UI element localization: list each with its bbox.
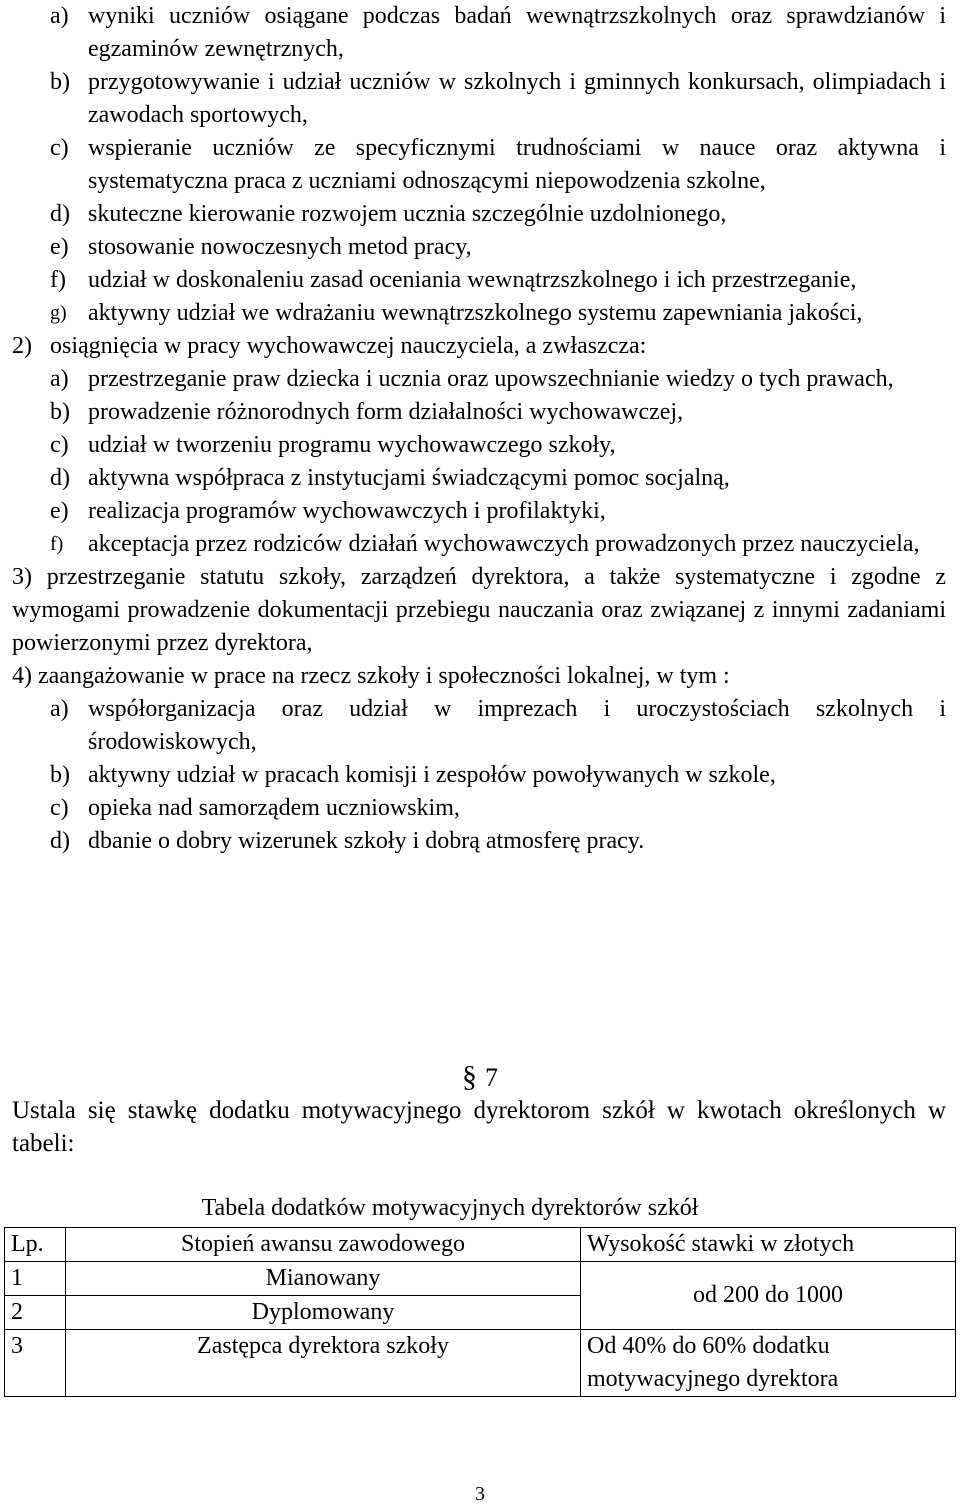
list-item <box>0 231 960 264</box>
cell-stopien: Dyplomowany <box>66 1296 581 1330</box>
cell-lp: 2 <box>5 1296 66 1330</box>
list-item-label: c) <box>50 795 69 821</box>
list-item <box>0 792 960 825</box>
header-stopien: Stopień awansu zawodowego <box>66 1228 581 1262</box>
section-heading <box>0 1060 960 1094</box>
list-item-main-text: przestrzeganie statutu szkoły, zarządzeń dyrektora, a także systematyczne i zgodne z wymogami prowadzenie dokumentacji przebiegu nauczania oraz związanej z innymi zadaniami powierzonymi przez dyrektora, <box>12 564 947 656</box>
list-item <box>0 132 960 198</box>
list-item <box>0 198 960 231</box>
header-lp: Lp. <box>5 1228 66 1262</box>
table-row <box>5 1330 956 1397</box>
list-item-text: wspieranie uczniów ze specyficznymi trudnościami w nauce oraz aktywna i systematyczna praca z uczniami odnoszącymi niepowodzenia szkolne, <box>88 135 946 194</box>
list-item-text: przestrzeganie praw dziecka i ucznia oraz upowszechnianie wiedzy o tych prawach, <box>88 366 894 392</box>
list-item-label: c) <box>50 432 69 458</box>
table-row <box>5 1262 956 1296</box>
list-item-main <box>0 561 960 660</box>
list-item <box>0 66 960 132</box>
section-sign: § <box>462 1060 477 1093</box>
list-item-text: dbanie o dobry wizerunek szkoły i dobrą atmosferę pracy. <box>88 828 645 854</box>
list-item <box>0 759 960 792</box>
list-item-text: opieka nad samorządem uczniowskim, <box>88 795 460 821</box>
header-stawka: Wysokość stawki w złotych <box>581 1228 956 1262</box>
list-item <box>0 528 960 561</box>
page-number: 3 <box>475 1483 485 1505</box>
list-item-main-label: 2) <box>12 333 32 359</box>
list-item-label: f) <box>50 533 64 555</box>
list-item-label: a) <box>50 696 69 722</box>
allowance-table <box>4 1227 956 1397</box>
list-item-text: współorganizacja oraz udział w imprezach i uroczystościach szkolnych i środowiskowych, <box>88 696 946 755</box>
cell-stopien: Zastępca dyrektora szkoły <box>66 1330 581 1397</box>
cell-stawka: Od 40% do 60% dodatku motywacyjnego dyrektora <box>581 1330 956 1397</box>
list-item <box>0 429 960 462</box>
list-item <box>0 693 960 759</box>
cell-lp: 3 <box>5 1330 66 1397</box>
list-item-label: e) <box>50 234 69 260</box>
list-item-main <box>0 330 960 363</box>
table-header-row <box>5 1228 956 1262</box>
table-caption: Tabela dodatków motywacyjnych dyrektorów szkół <box>201 1195 699 1221</box>
section-number: 7 <box>485 1063 498 1092</box>
list-item-main-label: 4) <box>12 663 32 689</box>
list-item-label: b) <box>50 762 70 788</box>
list-item <box>0 825 960 858</box>
section-intro-paragraph: Ustala się stawkę dodatku motywacyjnego dyrektorom szkół w kwotach określonych w tabeli: <box>12 1097 946 1157</box>
list-item <box>0 0 960 66</box>
list-item-label: d) <box>50 465 70 491</box>
list-item-main-text: zaangażowanie w prace na rzecz szkoły i społeczności lokalnej, w tym : <box>38 663 730 689</box>
list-item-text: udział w tworzeniu programu wychowawczego szkoły, <box>88 432 616 458</box>
list-item-label: a) <box>50 366 69 392</box>
list-item-text: akceptacja przez rodziców działań wychowawczych prowadzonych przez nauczyciela, <box>88 531 920 557</box>
list-item-label: b) <box>50 399 70 425</box>
list-item-label: a) <box>50 3 69 29</box>
list-item-label: c) <box>50 135 69 161</box>
list-item <box>0 495 960 528</box>
list-item <box>0 264 960 297</box>
list-item-text: wyniki uczniów osiągane podczas badań wewnątrzszkolnych oraz sprawdzianów i egzaminów zewnętrznych, <box>88 3 946 62</box>
list-item-text: prowadzenie różnorodnych form działalności wychowawczej, <box>88 399 684 425</box>
cell-lp: 1 <box>5 1262 66 1296</box>
list-item-text: aktywna współpraca z instytucjami świadczącymi pomoc socjalną, <box>88 465 730 491</box>
list-item-main-text: osiągnięcia w pracy wychowawczej nauczyciela, a zwłaszcza: <box>50 333 647 359</box>
list-item-text: aktywny udział w pracach komisji i zespołów powoływanych w szkole, <box>88 762 776 788</box>
list-item <box>0 462 960 495</box>
list-item-text: przygotowywanie i udział uczniów w szkolnych i gminnych konkursach, olimpiadach i zawodach sportowych, <box>88 69 946 128</box>
list-item-label: e) <box>50 498 69 524</box>
list-item-text: aktywny udział we wdrażaniu wewnątrzszkolnego systemu zapewniania jakości, <box>88 300 863 326</box>
list-item <box>0 363 960 396</box>
cell-stopien: Mianowany <box>66 1262 581 1296</box>
list-item-label: b) <box>50 69 70 95</box>
list-item-text: stosowanie nowoczesnych metod pracy, <box>88 234 472 260</box>
cell-shared-rate: od 200 do 1000 <box>581 1262 956 1330</box>
list-item-label: f) <box>50 267 66 293</box>
list-item-main-label: 3) <box>12 564 32 590</box>
list-item <box>0 396 960 429</box>
list-item-text: skuteczne kierowanie rozwojem ucznia szczególnie uzdolnionego, <box>88 201 727 227</box>
list-item-text: udział w doskonaleniu zasad oceniania wewnątrzszkolnego i ich przestrzeganie, <box>88 267 857 293</box>
list-item-label: d) <box>50 201 70 227</box>
list-item <box>0 297 960 330</box>
list-item-label: g) <box>50 302 67 324</box>
list-item-main <box>0 660 960 693</box>
list-item-label: d) <box>50 828 70 854</box>
list-item-text: realizacja programów wychowawczych i profilaktyki, <box>88 498 606 524</box>
